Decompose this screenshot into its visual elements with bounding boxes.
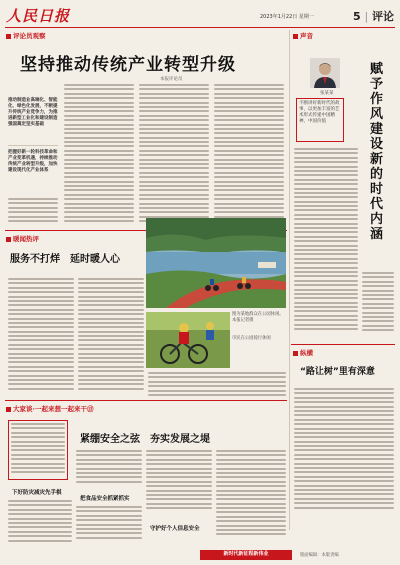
top-text-col-2 <box>139 84 209 226</box>
section-tag-zongheng: 纵横 <box>293 348 313 357</box>
section-tag-voice: 声音 <box>293 31 313 40</box>
bottom-text-col-1 <box>8 500 72 548</box>
page-title: 评论 <box>372 10 394 23</box>
page-divider: | <box>364 10 369 23</box>
section-tag-warm: 暖闻热评 <box>6 234 39 243</box>
bottom-subhead-3: 守护好个人信息安全 <box>150 526 200 532</box>
voice-quote-box <box>296 98 344 142</box>
voice-text-col-1 <box>294 148 358 338</box>
footer-banner: 新时代新征程新伟业 <box>200 550 292 560</box>
voice-text-col-2 <box>362 272 394 338</box>
square-bullet-icon <box>293 34 298 39</box>
cycling-photo <box>146 312 230 368</box>
footer-note: 版面编辑：本版责编 <box>300 553 339 558</box>
bottom-rule <box>5 400 287 401</box>
warm-text-col-2 <box>78 278 144 396</box>
warm-headline: 服务不打烊 延时暖人心 <box>10 254 120 265</box>
bottom-text-col-2 <box>76 450 142 490</box>
square-bullet-icon <box>6 237 11 242</box>
top-text-col-3 <box>214 84 284 226</box>
top-text-col-1 <box>64 84 134 226</box>
voice-quote: 不断讲好新时代的故事，以更加丰富的艺术形式传递中国精神、中国价值 <box>299 101 340 124</box>
section-tag-top: 评论员观察 <box>6 31 46 40</box>
photo-caption-2: 市民在公园骑行休闲 <box>232 336 271 341</box>
zongheng-text <box>294 388 394 518</box>
photo-caption: 图为某地群众在公园休闲。本报记者摄 <box>232 312 284 323</box>
top-headline: 坚持推动传统产业转型升级 <box>20 55 236 75</box>
zongheng-rule <box>291 344 395 345</box>
date-line: 2023年1月22日 星期一 <box>260 14 314 20</box>
pullquote-2: 把握好新一轮科技革命和产业变革机遇，持续推动传统产业转型升级，加快建设现代化产业体系 <box>8 150 58 173</box>
author-portrait <box>310 58 340 88</box>
section-tag-bottom: 大家谈·一起来想一起来干⑬ <box>6 404 93 413</box>
bottom-headline: 紧绷安全之弦 夯实发展之堤 <box>80 434 210 445</box>
bottom-subhead-1: 下好防灾减灾先手棋 <box>12 490 62 496</box>
bottom-text-col-3 <box>76 506 142 548</box>
top-byline: 本报评论员 <box>160 77 183 82</box>
header-rule <box>5 27 395 28</box>
pullquote-1: 推动制造业高端化、智能化、绿色化发展，不断提升传统产业竞争力，为推进新型工业化和建设制造强国奠定坚实基础 <box>8 98 58 127</box>
warm-text-col-1 <box>8 278 74 396</box>
square-bullet-icon <box>293 351 298 356</box>
bottom-subhead-2: 把食品安全抓紧抓实 <box>80 496 130 502</box>
square-bullet-icon <box>6 34 11 39</box>
warm-text-col-3 <box>148 372 286 396</box>
bottom-text-col-4 <box>146 450 212 520</box>
masthead-logo: 人民日报 <box>6 7 71 25</box>
bottom-intro-box <box>8 420 68 480</box>
square-bullet-icon <box>6 407 11 412</box>
voice-headline: 赋予作风建设新的时代内涵 <box>370 62 384 242</box>
page-number-title <box>353 8 394 24</box>
bottom-text-col-5 <box>216 450 286 548</box>
top-text-col-0 <box>8 198 58 226</box>
right-column-divider <box>289 30 290 530</box>
portrait-caption: 张某某 <box>320 91 334 96</box>
page-number: 5 <box>352 10 361 23</box>
zongheng-headline: “路让树”里有深意 <box>300 367 375 377</box>
park-photo <box>146 218 286 308</box>
pullquote-divider <box>8 145 58 146</box>
